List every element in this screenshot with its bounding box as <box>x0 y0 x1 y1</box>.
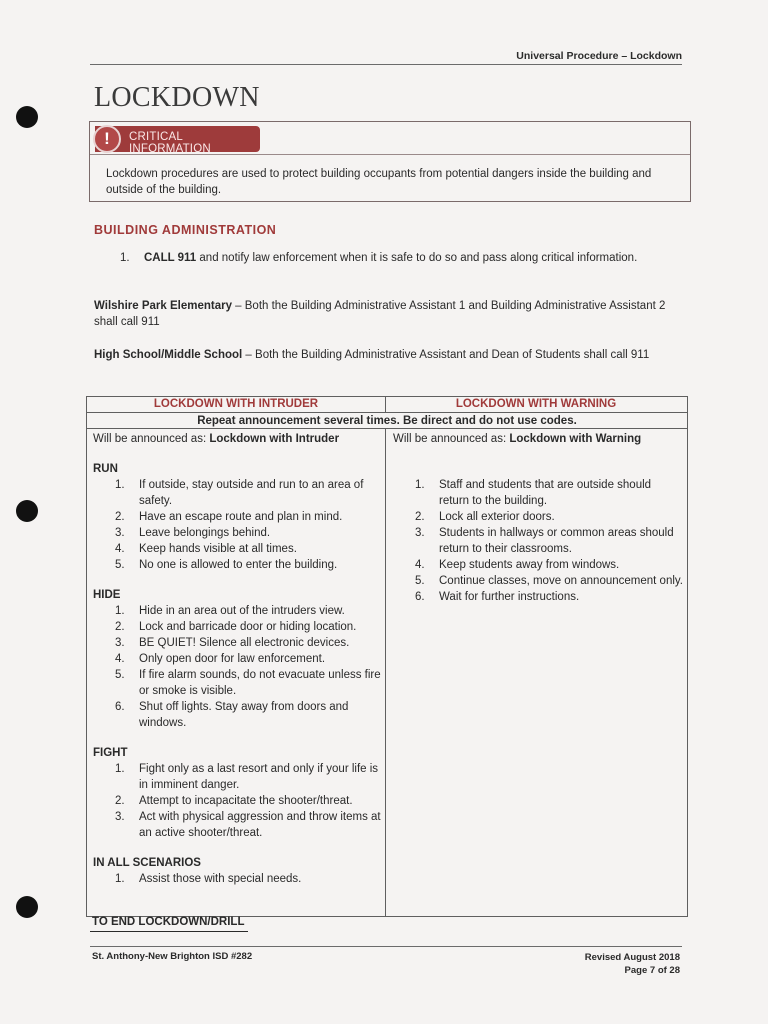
hide-list <box>93 603 381 731</box>
fight-list <box>93 761 381 841</box>
column-divider <box>385 429 386 916</box>
footer-page-number: Page 7 of 28 <box>624 965 680 976</box>
step-bold: CALL 911 <box>144 252 197 264</box>
admin-step <box>120 250 640 266</box>
list-item: 1. Assist those with special needs. <box>115 873 302 885</box>
footer-rule <box>90 946 682 947</box>
all-scenarios-list <box>93 871 381 887</box>
page-header: Universal Procedure – Lockdown <box>516 50 682 62</box>
list-item: 4. Only open door for law enforcement. <box>115 653 326 665</box>
list-item: 1. Fight only as a last resort and only if your life is in imminent danger. <box>115 763 379 791</box>
announce-prefix: Will be announced as: <box>393 433 510 445</box>
warning-column <box>393 431 683 605</box>
list-item: 3. Students in hallways or common areas should return to their classrooms. <box>415 527 674 555</box>
binder-hole <box>16 106 38 128</box>
intruder-column <box>93 431 381 887</box>
intruder-announce <box>93 431 381 447</box>
step-text: and notify law enforcement when it is safe to do so and pass along critical information. <box>196 252 638 264</box>
list-item: 5. If fire alarm sounds, do not evacuate unless fire or smoke is visible. <box>115 669 381 697</box>
critical-divider <box>90 154 690 155</box>
list-item: 1. Staff and students that are outside should return to the building. <box>415 479 652 507</box>
critical-text: Lockdown procedures are used to protect building occupants from potential dangers inside the building and outside of the building. <box>106 168 652 196</box>
announcement-row: Repeat announcement several times. Be direct and do not use codes. <box>87 413 687 429</box>
critical-banner <box>95 126 260 155</box>
list-item: 6. Shut off lights. Stay away from doors and windows. <box>115 701 349 729</box>
list-item: 3. Act with physical aggression and throw items at an active shooter/threat. <box>115 811 381 839</box>
header-rule <box>90 64 682 65</box>
critical-label: CRITICAL INFORMATION <box>129 131 211 155</box>
warning-header: LOCKDOWN WITH WARNING <box>455 398 617 410</box>
footer-district: St. Anthony-New Brighton ISD #282 <box>92 951 253 962</box>
list-item: 2. Have an escape route and plan in mind. <box>115 511 343 523</box>
table-header-row <box>87 397 687 413</box>
list-item: 2. Attempt to incapacitate the shooter/threat. <box>115 795 353 807</box>
binder-hole <box>16 896 38 918</box>
announce-value: Lockdown with Intruder <box>209 433 340 445</box>
run-list <box>93 477 381 573</box>
list-item: 4. Keep students away from windows. <box>415 559 620 571</box>
highschool-bold: High School/Middle School <box>94 349 243 361</box>
binder-hole <box>16 500 38 522</box>
wilshire-text: – Both the Building Administrative Assistant 1 and Building Administrative Assistant 2 shall call 911 <box>94 300 666 328</box>
list-item: 1. If outside, stay outside and run to an area of safety. <box>115 479 364 507</box>
list-item: 3. BE QUIET! Silence all electronic devices. <box>115 637 350 649</box>
footer-revised: Revised August 2018 <box>584 952 680 963</box>
highschool-text: – Both the Building Administrative Assistant and Dean of Students shall call 911 <box>242 349 650 361</box>
warning-list <box>393 477 683 605</box>
lockdown-table <box>86 396 688 917</box>
list-item: 5. Continue classes, move on announcement only. <box>415 575 683 587</box>
list-item: 4. Keep hands visible at all times. <box>115 543 297 555</box>
run-heading: RUN <box>93 463 118 475</box>
highschool-paragraph <box>94 347 674 363</box>
wilshire-paragraph <box>94 298 674 330</box>
fight-heading: FIGHT <box>93 747 128 759</box>
list-item: 2. Lock all exterior doors. <box>415 511 555 523</box>
end-label-underline <box>90 931 248 932</box>
step-number: 1. <box>120 252 130 264</box>
end-lockdown-label: TO END LOCKDOWN/DRILL <box>92 916 245 928</box>
list-item: 2. Lock and barricade door or hiding location. <box>115 621 357 633</box>
critical-information-box <box>89 121 691 202</box>
list-item: 3. Leave belongings behind. <box>115 527 271 539</box>
intruder-header: LOCKDOWN WITH INTRUDER <box>153 398 319 410</box>
section-heading: BUILDING ADMINISTRATION <box>94 223 277 237</box>
alert-icon: ! <box>93 125 121 153</box>
list-item: 5. No one is allowed to enter the building. <box>115 559 338 571</box>
list-item: 6. Wait for further instructions. <box>415 591 580 603</box>
hide-heading: HIDE <box>93 589 121 601</box>
wilshire-bold: Wilshire Park Elementary <box>94 300 232 312</box>
announce-value: Lockdown with Warning <box>509 433 642 445</box>
footer-meta <box>520 951 680 977</box>
announce-prefix: Will be announced as: <box>93 433 210 445</box>
list-item: 1. Hide in an area out of the intruders view. <box>115 605 345 617</box>
page-title: LOCKDOWN <box>94 82 260 113</box>
warning-announce <box>393 431 683 447</box>
all-scenarios-heading: IN ALL SCENARIOS <box>93 857 201 869</box>
